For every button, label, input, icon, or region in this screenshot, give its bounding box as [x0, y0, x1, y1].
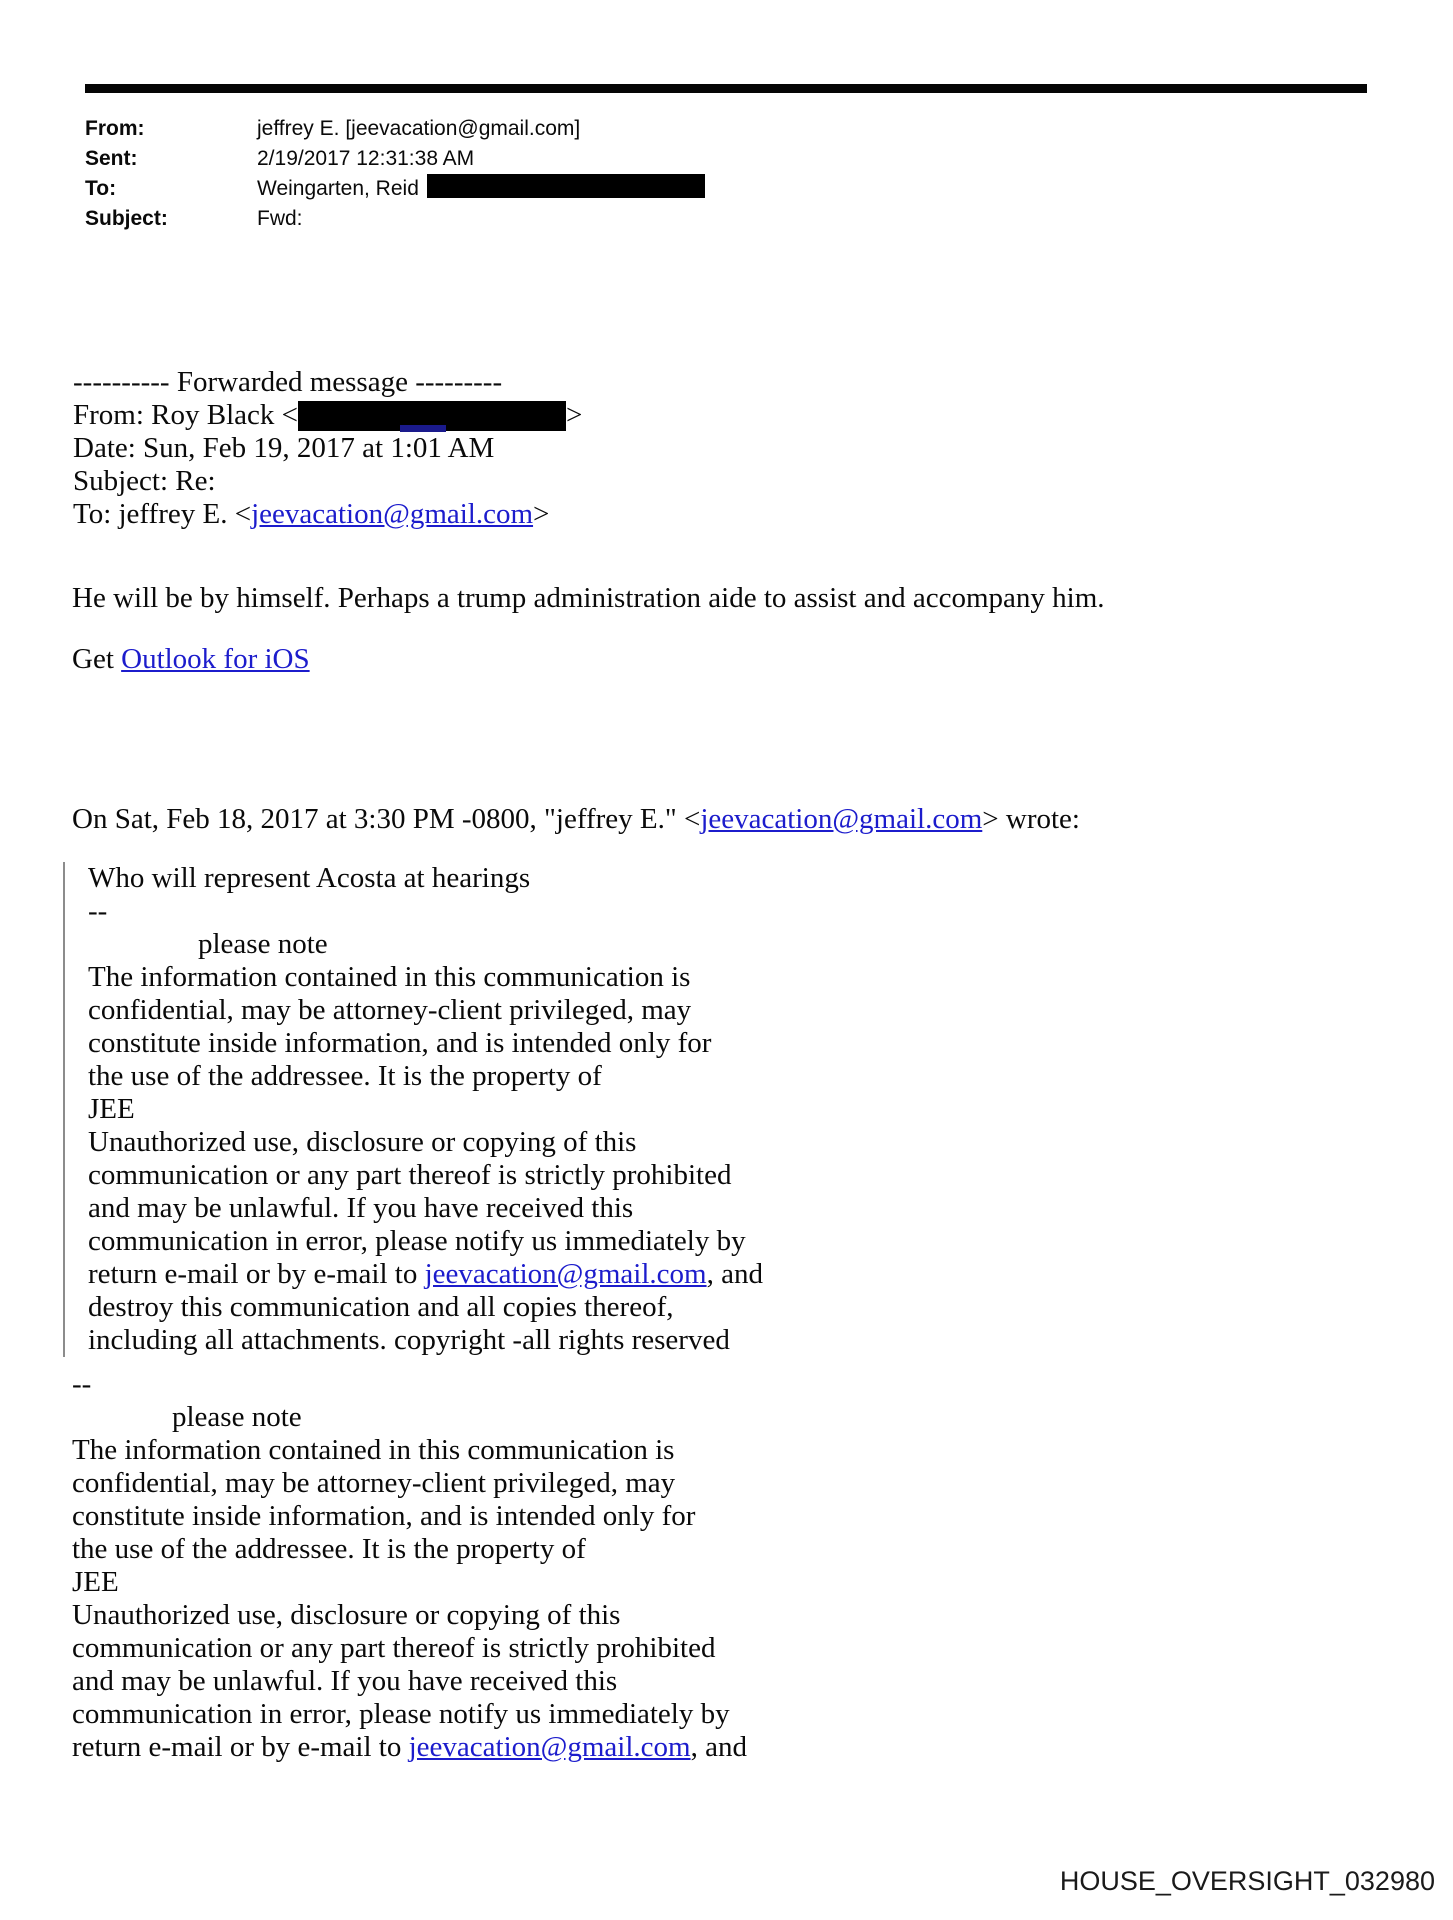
quote-line: communication or any part thereof is strictly prohibited: [88, 1159, 732, 1191]
disclaimer-line: communication in error, please notify us immediately by: [72, 1698, 730, 1730]
subject-label: Subject:: [85, 207, 168, 230]
signature-disclaimer-block: [72, 1368, 747, 1764]
sent-label: Sent:: [85, 147, 138, 170]
header-row-sent: [85, 144, 705, 174]
forwarded-to-suffix: >: [533, 498, 550, 530]
get-prefix: Get: [72, 643, 122, 675]
header-row-from: [85, 114, 705, 144]
quote-line: confidential, may be attorney-client privileged, may: [88, 994, 692, 1026]
to-label: To:: [85, 177, 117, 200]
quote-line: Who will represent Acosta at hearings: [88, 862, 531, 894]
forwarded-subject-line: Subject: Re:: [73, 465, 216, 497]
disclaimer-line-with-link: [72, 1731, 747, 1764]
bates-number: HOUSE_OVERSIGHT_032980: [1059, 1866, 1435, 1896]
forwarded-from-prefix: From: Roy Black <: [73, 399, 298, 431]
disclaimer-line: The information contained in this communication is: [72, 1434, 675, 1466]
disclaimer-line: constitute inside information, and is intended only for: [72, 1500, 696, 1532]
quote-line-with-link: [88, 1258, 763, 1291]
header-row-to: [85, 174, 705, 204]
disclaimer-email-pre: return e-mail or by e-mail to: [72, 1731, 409, 1763]
forwarded-from-suffix: >: [566, 399, 583, 431]
quote-line: including all attachments. copyright -all rights reserved: [88, 1324, 730, 1356]
quoted-message-block: [63, 862, 763, 1357]
signature-delimiter: --: [72, 1368, 92, 1400]
disclaimer-line: confidential, may be attorney-client privileged, may: [72, 1467, 676, 1499]
forwarded-to-line: [73, 498, 582, 531]
forwarded-message-header: [73, 366, 582, 531]
email-link[interactable]: jeevacation@gmail.com: [700, 803, 983, 835]
quote-line: and may be unlawful. If you have received this: [88, 1192, 634, 1224]
header-row-subject: [85, 204, 705, 234]
forwarded-from-line: [73, 399, 582, 432]
to-value: Weingarten, Reid: [257, 177, 419, 200]
header-divider-bar: [85, 84, 1367, 93]
quote-line: constitute inside information, and is intended only for: [88, 1027, 712, 1059]
sent-value: 2/19/2017 12:31:38 AM: [257, 147, 475, 170]
redaction-remnant: [400, 425, 446, 432]
quote-line: please note: [198, 928, 328, 960]
signature-delimiter: --: [88, 895, 108, 927]
outlook-for-ios-link[interactable]: Outlook for iOS: [121, 643, 310, 675]
disclaimer-line: please note: [172, 1401, 302, 1433]
disclaimer-line: and may be unlawful. If you have received this: [72, 1665, 618, 1697]
message-header: [85, 114, 705, 234]
on-wrote-prefix: On Sat, Feb 18, 2017 at 3:30 PM -0800, "jeffrey E." <: [72, 803, 701, 835]
outlook-signature-line: [72, 643, 310, 676]
email-link[interactable]: jeevacation@gmail.com: [251, 498, 534, 530]
disclaimer-line: JEE: [72, 1566, 119, 1598]
quote-attribution-line: [72, 803, 1080, 836]
message-body-text: He will be by himself. Perhaps a trump administration aide to assist and accompany him.: [72, 582, 1105, 614]
on-wrote-suffix: > wrote:: [982, 803, 1080, 835]
redaction-box: [427, 174, 705, 198]
email-link[interactable]: jeevacation@gmail.com: [424, 1258, 707, 1290]
disclaimer-line: the use of the addressee. It is the property of: [72, 1533, 586, 1565]
disclaimer-line: communication or any part thereof is strictly prohibited: [72, 1632, 716, 1664]
disclaimer-line: Unauthorized use, disclosure or copying of this: [72, 1599, 621, 1631]
quote-line: destroy this communication and all copies thereof,: [88, 1291, 674, 1323]
forwarded-to-prefix: To: jeffrey E. <: [73, 498, 252, 530]
subject-value: Fwd:: [257, 207, 303, 230]
from-value: jeffrey E. [jeevacation@gmail.com]: [257, 117, 581, 140]
disclaimer-email-post: , and: [690, 1731, 747, 1763]
forwarded-separator: ---------- Forwarded message ---------: [73, 366, 503, 398]
quote-line: Unauthorized use, disclosure or copying of this: [88, 1126, 637, 1158]
quote-line: communication in error, please notify us immediately by: [88, 1225, 746, 1257]
quote-line: JEE: [88, 1093, 135, 1125]
email-link[interactable]: jeevacation@gmail.com: [408, 1731, 691, 1763]
quote-email-post: , and: [706, 1258, 763, 1290]
quote-email-pre: return e-mail or by e-mail to: [88, 1258, 425, 1290]
quote-line: the use of the addressee. It is the property of: [88, 1060, 602, 1092]
forwarded-date-line: Date: Sun, Feb 19, 2017 at 1:01 AM: [73, 432, 495, 464]
from-label: From:: [85, 117, 145, 140]
quote-line: The information contained in this communication is: [88, 961, 691, 993]
